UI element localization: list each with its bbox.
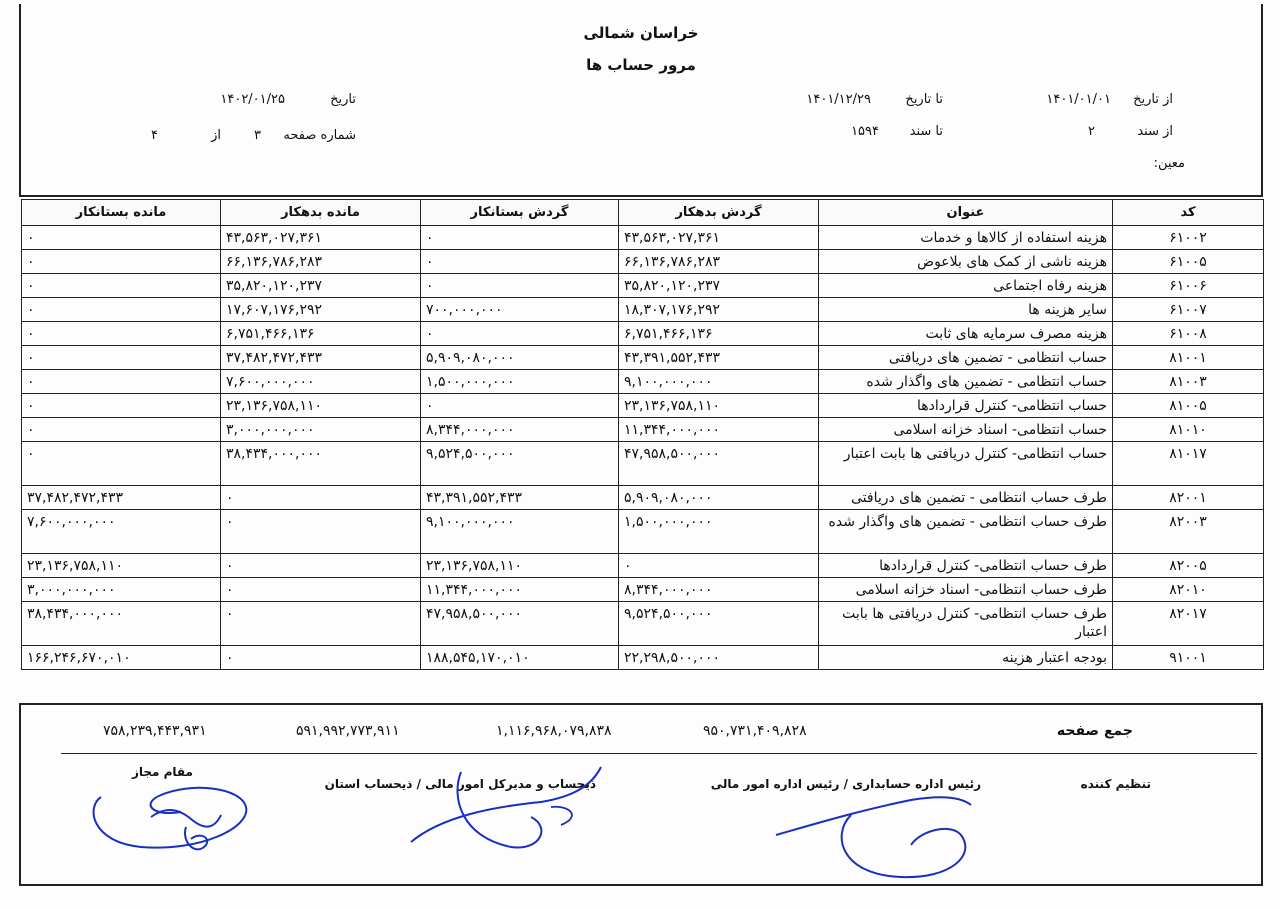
head-accounting-signature [761,775,991,885]
cell-code: ۸۱۰۰۵ [1113,394,1264,418]
cell-debit-turnover: ۱۸,۳۰۷,۱۷۶,۲۹۲ [619,298,819,322]
cell-credit-turnover: ۴۳,۳۹۱,۵۵۲,۴۳۳ [421,486,619,510]
from-date-label: از تاریخ [1133,92,1173,107]
cell-credit-balance: ۰ [22,346,221,370]
cell-title: حساب انتظامی- کنترل دریافتی ها بابت اعتبار [819,442,1113,486]
cell-code: ۸۱۰۰۱ [1113,346,1264,370]
print-date-label: تاریخ [330,92,356,107]
cell-debit-turnover: ۵,۹۰۹,۰۸۰,۰۰۰ [619,486,819,510]
cell-debit-turnover: ۹,۵۲۴,۵۰۰,۰۰۰ [619,602,819,646]
cell-debit-turnover: ۶۶,۱۳۶,۷۸۶,۲۸۳ [619,250,819,274]
cell-credit-balance: ۰ [22,274,221,298]
cell-code: ۶۱۰۰۲ [1113,226,1264,250]
cell-credit-balance: ۰ [22,226,221,250]
cell-debit-turnover: ۲۳,۱۳۶,۷۵۸,۱۱۰ [619,394,819,418]
cell-credit-turnover: ۵,۹۰۹,۰۸۰,۰۰۰ [421,346,619,370]
cell-title: طرف حساب انتظامی- اسناد خزانه اسلامی [819,578,1113,602]
cell-credit-balance: ۰ [22,442,221,486]
report-title: مرور حساب ها [586,56,696,74]
cell-credit-balance: ۳۷,۴۸۲,۴۷۲,۴۳۳ [22,486,221,510]
cell-debit-balance: ۰ [221,602,421,646]
table-row [22,578,1264,602]
table-row [22,298,1264,322]
table-row [22,274,1264,298]
cell-title: هزینه مصرف سرمایه های ثابت [819,322,1113,346]
table-row [22,370,1264,394]
table-row [22,646,1264,670]
cell-code: ۶۱۰۰۶ [1113,274,1264,298]
cell-title: طرف حساب انتظامی - تضمین های دریافتی [819,486,1113,510]
cell-debit-turnover: ۰ [619,554,819,578]
to-doc-value: ۱۵۹۴ [851,124,879,139]
table-body [22,226,1264,670]
col-header-debit-balance: مانده بدهکار [221,200,421,226]
to-date-value: ۱۴۰۱/۱۲/۲۹ [806,92,871,107]
cell-code: ۸۱۰۱۷ [1113,442,1264,486]
cell-credit-turnover: ۹,۵۲۴,۵۰۰,۰۰۰ [421,442,619,486]
table-row [22,250,1264,274]
cell-credit-turnover: ۸,۳۴۴,۰۰۰,۰۰۰ [421,418,619,442]
cell-debit-balance: ۳۵,۸۲۰,۱۲۰,۲۳۷ [221,274,421,298]
cell-code: ۸۲۰۱۰ [1113,578,1264,602]
col-header-credit-balance: مانده بستانکار [22,200,221,226]
cell-credit-balance: ۰ [22,418,221,442]
cell-debit-balance: ۶,۷۵۱,۴۶۶,۱۳۶ [221,322,421,346]
cell-debit-balance: ۰ [221,486,421,510]
cell-title: حساب انتظامی- کنترل قراردادها [819,394,1113,418]
authorized-signature [81,767,271,867]
authorized-label: مقام مجاز [131,765,193,779]
cell-debit-balance: ۳,۰۰۰,۰۰۰,۰۰۰ [221,418,421,442]
head-accounting-label: رئیس اداره حسابداری / رئیس اداره امور مالی [710,777,981,791]
cell-code: ۶۱۰۰۷ [1113,298,1264,322]
cell-credit-turnover: ۱۸۸,۵۴۵,۱۷۰,۰۱۰ [421,646,619,670]
cell-title: طرف حساب انتظامی- کنترل دریافتی ها بابت اعتبار [819,602,1113,646]
director-finance-label: ذیحساب و مدیرکل امور مالی / ذیحساب استان [324,777,596,791]
col-header-code: کد [1113,200,1264,226]
cell-debit-balance: ۴۳,۵۶۳,۰۲۷,۳۶۱ [221,226,421,250]
cell-credit-balance: ۰ [22,322,221,346]
cell-credit-turnover: ۰ [421,250,619,274]
cell-credit-turnover: ۰ [421,226,619,250]
cell-debit-turnover: ۱,۵۰۰,۰۰۰,۰۰۰ [619,510,819,554]
moein-label: معین: [1153,156,1185,171]
table-row [22,602,1264,646]
cell-debit-balance: ۲۳,۱۳۶,۷۵۸,۱۱۰ [221,394,421,418]
cell-title: طرف حساب انتظامی- کنترل قراردادها [819,554,1113,578]
cell-code: ۸۲۰۰۳ [1113,510,1264,554]
total-debit-balance: ۵۹۱,۹۹۲,۷۷۳,۹۱۱ [296,723,400,739]
table-header-row [22,200,1264,226]
total-debit-turnover: ۹۵۰,۷۳۱,۴۰۹,۸۲۸ [703,723,807,739]
cell-debit-balance: ۰ [221,646,421,670]
cell-debit-turnover: ۳۵,۸۲۰,۱۲۰,۲۳۷ [619,274,819,298]
col-header-debit-turnover: گردش بدهکار [619,200,819,226]
page-number-label: شماره صفحه [283,128,356,143]
cell-debit-turnover: ۲۲,۲۹۸,۵۰۰,۰۰۰ [619,646,819,670]
cell-code: ۸۲۰۰۱ [1113,486,1264,510]
preparer-label: تنظیم کننده [1080,777,1151,791]
province-name: خراسان شمالی [583,24,699,42]
cell-title: هزینه ناشی از کمک های بلاعوض [819,250,1113,274]
cell-code: ۸۱۰۱۰ [1113,418,1264,442]
cell-credit-balance: ۰ [22,298,221,322]
cell-debit-turnover: ۴۳,۵۶۳,۰۲۷,۳۶۱ [619,226,819,250]
page-of-label: از [211,128,221,143]
cell-credit-turnover: ۰ [421,322,619,346]
page-number-value: ۳ [254,128,261,143]
cell-code: ۶۱۰۰۵ [1113,250,1264,274]
totals-signature-box [19,703,1263,886]
cell-debit-balance: ۳۷,۴۸۲,۴۷۲,۴۳۳ [221,346,421,370]
cell-debit-balance: ۶۶,۱۳۶,۷۸۶,۲۸۳ [221,250,421,274]
cell-code: ۸۱۰۰۳ [1113,370,1264,394]
cell-title: طرف حساب انتظامی - تضمین های واگذار شده [819,510,1113,554]
cell-credit-balance: ۱۶۶,۲۴۶,۶۷۰,۰۱۰ [22,646,221,670]
table-row [22,510,1264,554]
cell-credit-turnover: ۱,۵۰۰,۰۰۰,۰۰۰ [421,370,619,394]
cell-code: ۸۲۰۰۵ [1113,554,1264,578]
cell-title: حساب انتظامی - تضمین های دریافتی [819,346,1113,370]
cell-credit-turnover: ۱۱,۳۴۴,۰۰۰,۰۰۰ [421,578,619,602]
page-total-value: ۴ [151,128,158,143]
col-header-title: عنوان [819,200,1113,226]
cell-title: حساب انتظامی - تضمین های واگذار شده [819,370,1113,394]
cell-debit-balance: ۳۸,۴۳۴,۰۰۰,۰۰۰ [221,442,421,486]
table-row [22,322,1264,346]
director-signature [401,747,641,857]
accounts-table [21,199,1264,670]
table-row [22,226,1264,250]
total-credit-balance: ۷۵۸,۲۳۹,۴۴۳,۹۳۱ [103,723,207,739]
report-header [19,4,1263,197]
cell-credit-turnover: ۷۰۰,۰۰۰,۰۰۰ [421,298,619,322]
print-date-value: ۱۴۰۲/۰۱/۲۵ [220,92,285,107]
cell-debit-turnover: ۹,۱۰۰,۰۰۰,۰۰۰ [619,370,819,394]
cell-title: هزینه رفاه اجتماعی [819,274,1113,298]
cell-debit-turnover: ۴۳,۳۹۱,۵۵۲,۴۳۳ [619,346,819,370]
cell-credit-balance: ۷,۶۰۰,۰۰۰,۰۰۰ [22,510,221,554]
table-row [22,442,1264,486]
cell-credit-turnover: ۴۷,۹۵۸,۵۰۰,۰۰۰ [421,602,619,646]
cell-credit-turnover: ۰ [421,274,619,298]
table-row [22,486,1264,510]
cell-credit-balance: ۳۸,۴۳۴,۰۰۰,۰۰۰ [22,602,221,646]
cell-debit-balance: ۷,۶۰۰,۰۰۰,۰۰۰ [221,370,421,394]
table-row [22,418,1264,442]
to-date-label: تا تاریخ [905,92,943,107]
table-row [22,554,1264,578]
total-credit-turnover: ۱,۱۱۶,۹۶۸,۰۷۹,۸۳۸ [496,723,612,739]
cell-debit-balance: ۰ [221,578,421,602]
cell-debit-balance: ۱۷,۶۰۷,۱۷۶,۲۹۲ [221,298,421,322]
cell-credit-balance: ۳,۰۰۰,۰۰۰,۰۰۰ [22,578,221,602]
from-doc-label: از سند [1137,124,1173,139]
to-doc-label: تا سند [909,124,943,139]
cell-debit-balance: ۰ [221,554,421,578]
cell-code: ۹۱۰۰۱ [1113,646,1264,670]
page-total-label: جمع صفحه [1056,723,1133,739]
cell-debit-balance: ۰ [221,510,421,554]
cell-title: سایر هزینه ها [819,298,1113,322]
cell-credit-balance: ۲۳,۱۳۶,۷۵۸,۱۱۰ [22,554,221,578]
cell-debit-turnover: ۱۱,۳۴۴,۰۰۰,۰۰۰ [619,418,819,442]
cell-title: بودجه اعتبار هزینه [819,646,1113,670]
cell-code: ۶۱۰۰۸ [1113,322,1264,346]
cell-code: ۸۲۰۱۷ [1113,602,1264,646]
cell-debit-turnover: ۶,۷۵۱,۴۶۶,۱۳۶ [619,322,819,346]
from-doc-value: ۲ [1088,124,1095,139]
cell-credit-turnover: ۰ [421,394,619,418]
cell-credit-balance: ۰ [22,394,221,418]
cell-title: هزینه استفاده از کالاها و خدمات [819,226,1113,250]
cell-title: حساب انتظامی- اسناد خزانه اسلامی [819,418,1113,442]
cell-debit-turnover: ۴۷,۹۵۸,۵۰۰,۰۰۰ [619,442,819,486]
table-row [22,394,1264,418]
cell-debit-turnover: ۸,۳۴۴,۰۰۰,۰۰۰ [619,578,819,602]
table-row [22,346,1264,370]
cell-credit-turnover: ۲۳,۱۳۶,۷۵۸,۱۱۰ [421,554,619,578]
cell-credit-balance: ۰ [22,370,221,394]
cell-credit-balance: ۰ [22,250,221,274]
col-header-credit-turnover: گردش بستانکار [421,200,619,226]
totals-divider [61,753,1257,754]
from-date-value: ۱۴۰۱/۰۱/۰۱ [1046,92,1111,107]
cell-credit-turnover: ۹,۱۰۰,۰۰۰,۰۰۰ [421,510,619,554]
